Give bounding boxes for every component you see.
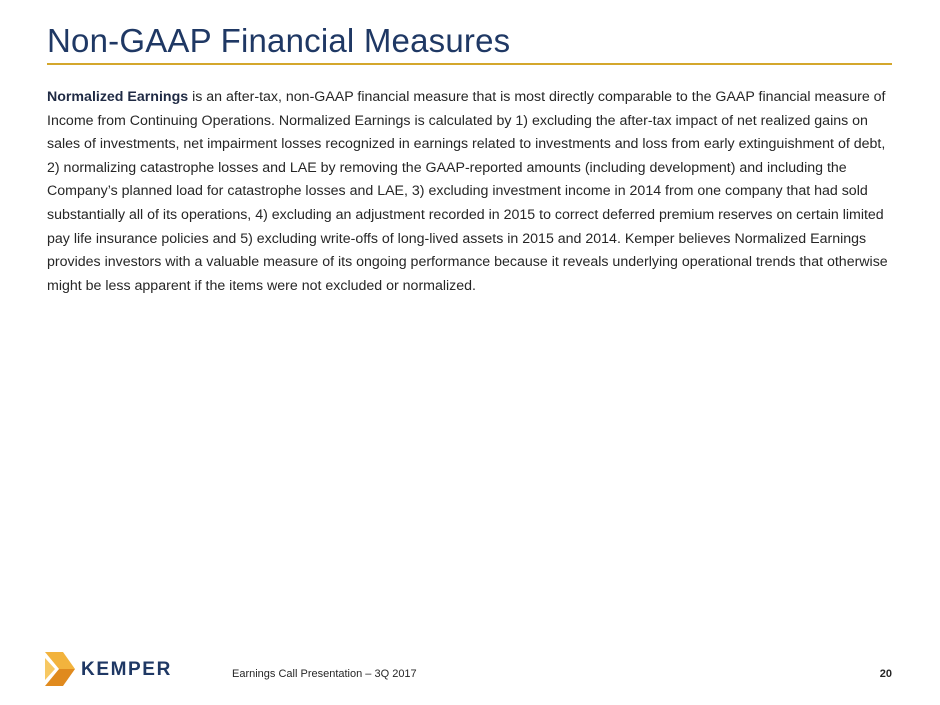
presentation-label: Earnings Call Presentation – 3Q 2017 [232,668,417,680]
lead-term: Normalized Earnings [47,89,189,105]
title-divider [47,63,892,65]
logo-wordmark: KEMPER [81,659,172,680]
page-number: 20 [879,668,892,680]
definition-paragraph [47,86,897,298]
definition-text: is an after-tax, non-GAAP financial measure that is most directly comparable to the GAAP financial measure of Income from Continuing Operations. Normalized Earnings is calculated by 1) excluding the after-tax impact of net realized gains on sales of investments, net impairment losses recognized in earnings related to investments and loss from early extinguishment of debt, 2) normalizing catastrophe losses and LAE by removing the GAAP-reported amounts (including development) and including the Company’s planned load for catastrophe losses and LAE, 3) excluding investment income in 2014 from one company that had sold substantially all of its operations, 4) excluding an adjustment recorded in 2015 to correct deferred premium reserves on certain limited pay life insurance policies and 5) excluding write-offs of long-lived assets in 2015 and 2014. Kemper believes Normalized Earnings provides investors with a valuable measure of its ongoing performance because it reveals underlying operational trends that otherwise might be less apparent if the items were not excluded or normalized. [47,89,888,294]
page-title: Non-GAAP Financial Measures [47,22,511,59]
